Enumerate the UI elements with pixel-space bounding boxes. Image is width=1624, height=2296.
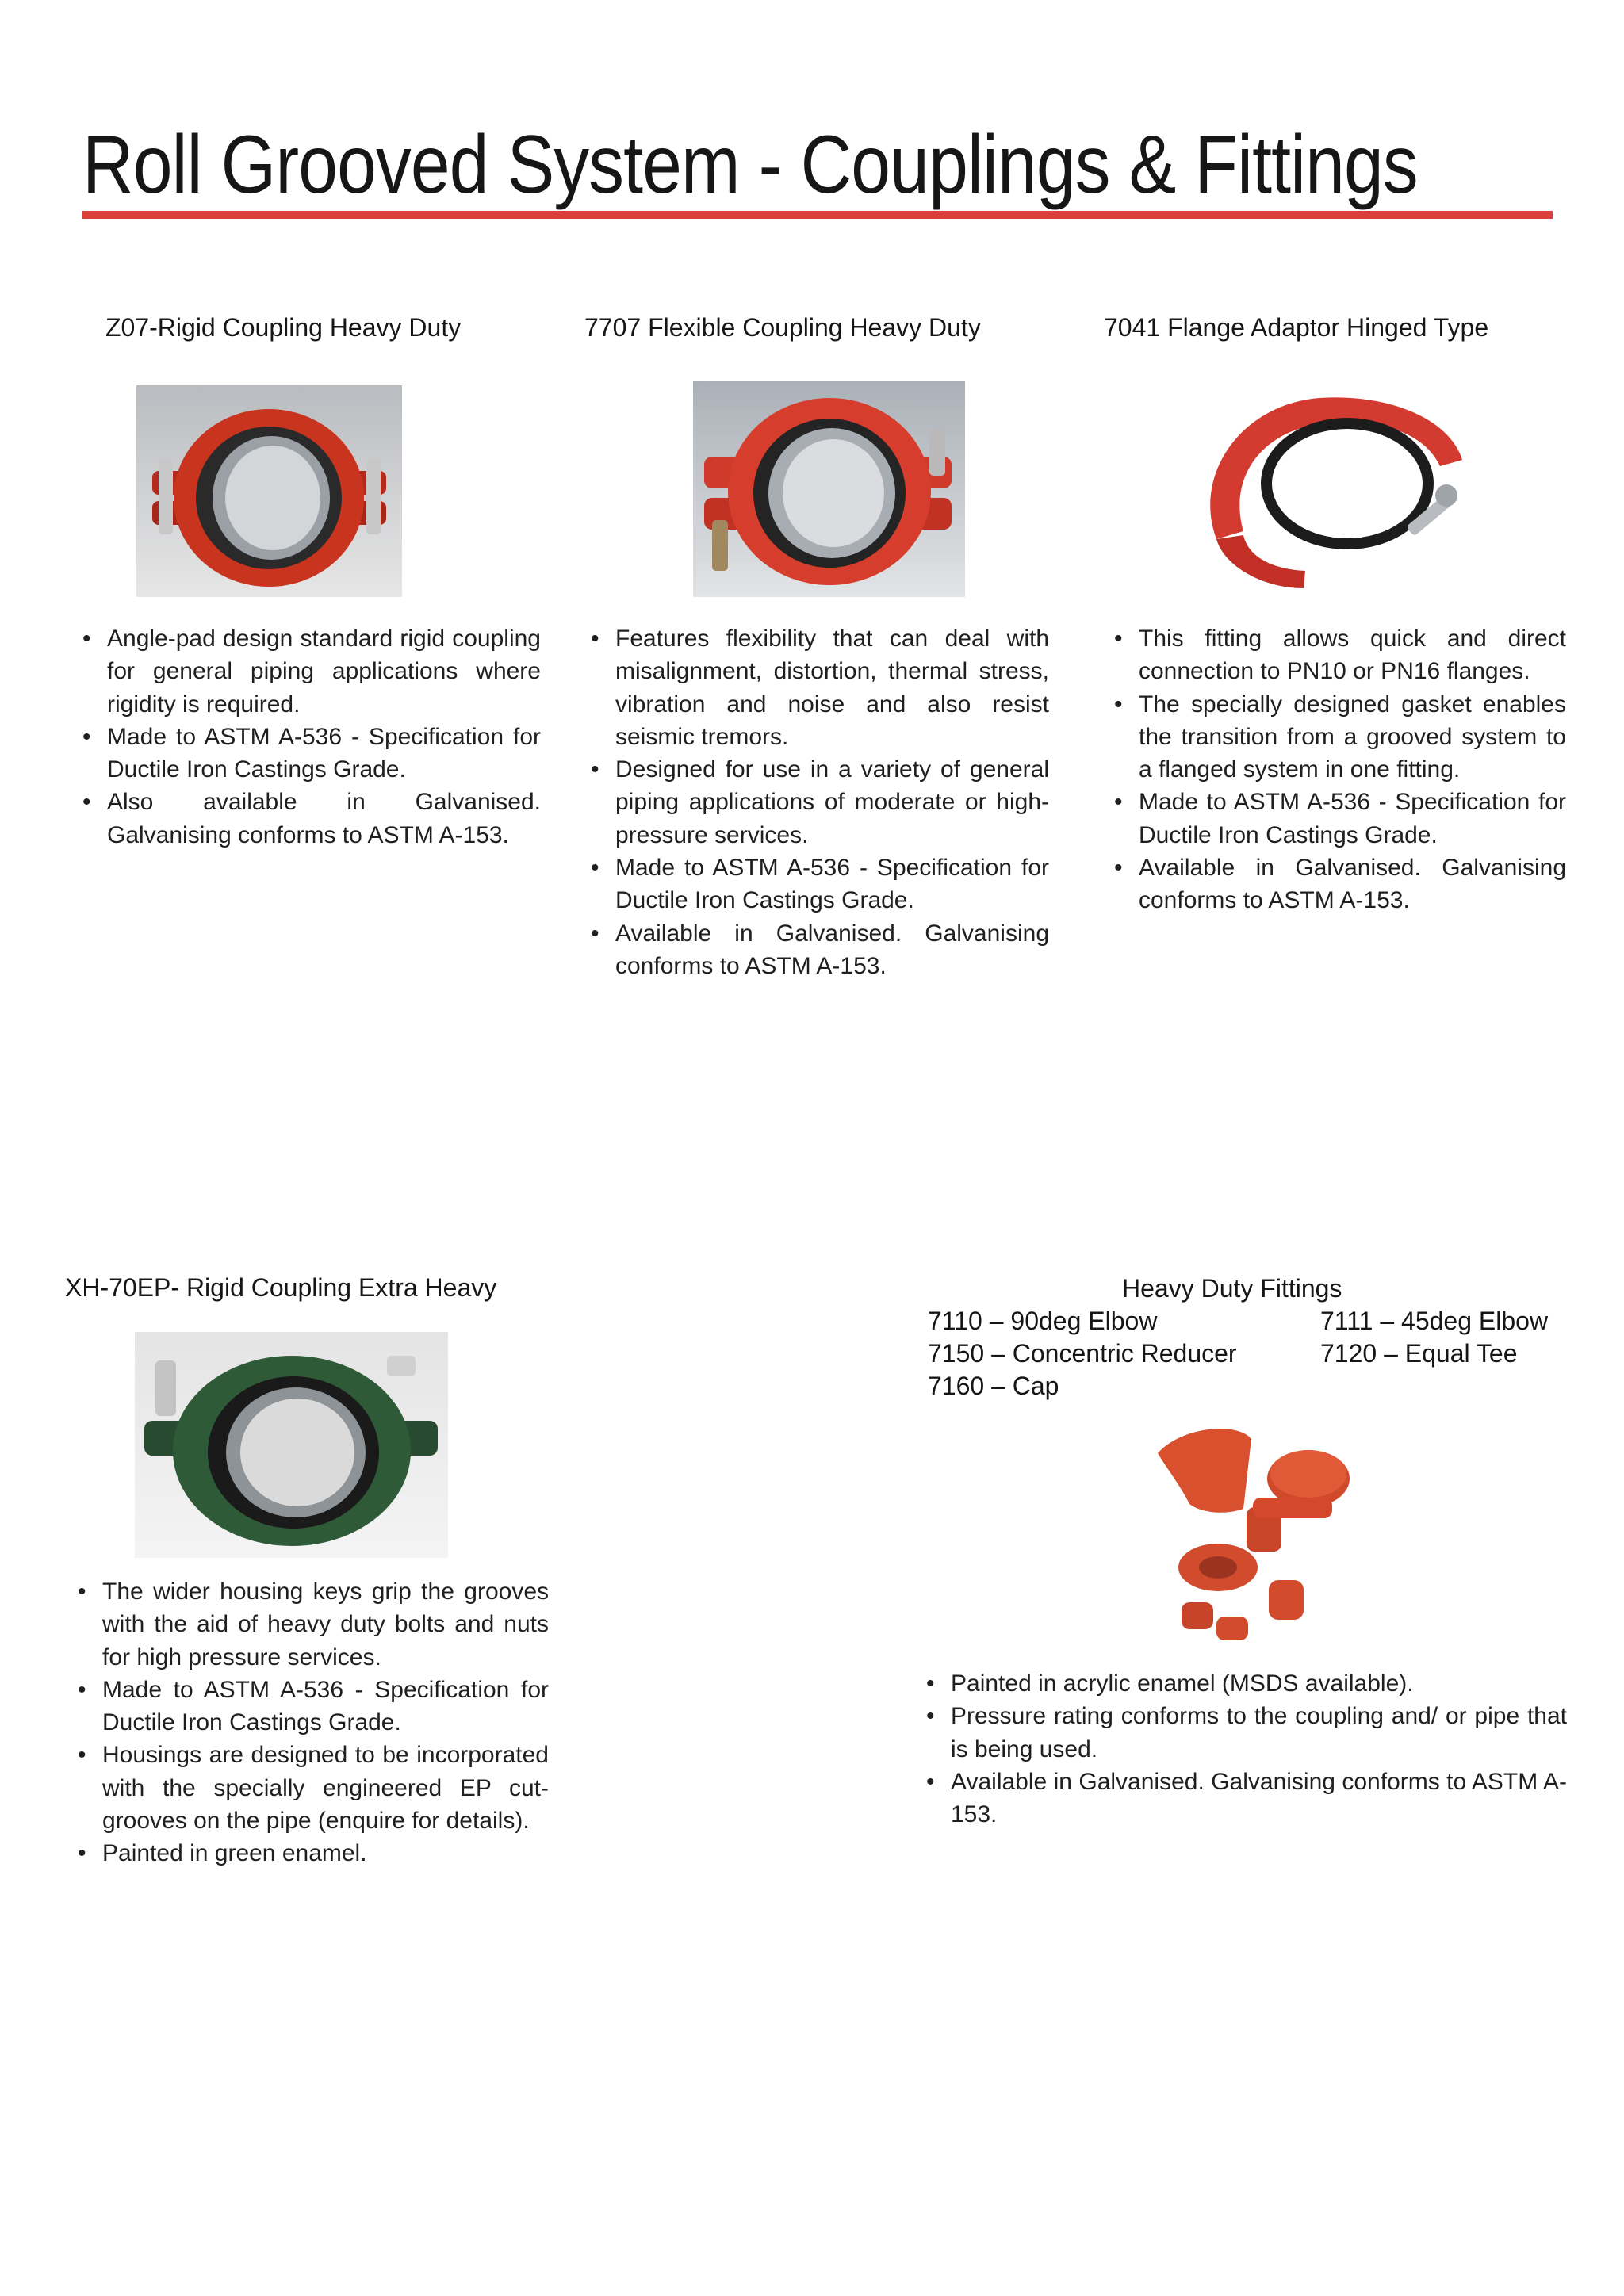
red-flexible-coupling-photo bbox=[693, 381, 965, 597]
bullet: • bbox=[82, 789, 91, 816]
bullet: • bbox=[1114, 855, 1123, 882]
fitting-item-7150: 7150 – Concentric Reducer bbox=[928, 1339, 1237, 1368]
bullet: • bbox=[926, 1703, 935, 1730]
green-rigid-coupling-photo bbox=[135, 1332, 448, 1558]
product-z07 bbox=[105, 311, 461, 344]
product-name: XH-70EP- Rigid Coupling Extra Heavy bbox=[65, 1273, 497, 1302]
bullet: • bbox=[591, 626, 599, 652]
list-item: • Pressure rating conforms to the coupling and/ or pipe that is being used. bbox=[926, 1700, 1567, 1766]
feature-list bbox=[926, 1667, 1567, 1831]
red-fittings-group-photo bbox=[1150, 1422, 1358, 1653]
list-item: • This fitting allows quick and direct connection to PN10 or PN16 flanges. bbox=[1114, 622, 1566, 688]
list-item: • Made to ASTM A-536 - Specification for Ductile Iron Castings Grade. bbox=[82, 721, 541, 786]
list-item: • The wider housing keys grip the grooves with the aid of heavy duty bolts and nuts for high pressure services. bbox=[78, 1575, 549, 1674]
product-xh70ep bbox=[65, 1271, 496, 1304]
fitting-item-7160: 7160 – Cap bbox=[928, 1372, 1059, 1400]
fittings-heading: Heavy Duty Fittings bbox=[1122, 1274, 1342, 1303]
list-item: • Available in Galvanised. Galvanising conforms to ASTM A-153. bbox=[1114, 851, 1566, 917]
fitting-item-7120: 7120 – Equal Tee bbox=[1320, 1339, 1518, 1368]
feature-list bbox=[1114, 622, 1566, 917]
bullet: • bbox=[1114, 691, 1123, 718]
feature-list bbox=[78, 1575, 549, 1870]
fitting-item-7110: 7110 – 90deg Elbow bbox=[928, 1307, 1158, 1335]
list-item: • Made to ASTM A-536 - Specification for Ductile Iron Castings Grade. bbox=[78, 1674, 549, 1739]
list-item: • Painted in green enamel. bbox=[78, 1837, 549, 1869]
red-rigid-coupling-photo bbox=[136, 385, 402, 597]
hinged-flange-adaptor-photo bbox=[1185, 381, 1474, 599]
list-item: • Also available in Galvanised. Galvanising conforms to ASTM A-153. bbox=[82, 786, 541, 851]
list-item: • Angle-pad design standard rigid coupling for general piping applications where rigidity is required. bbox=[82, 622, 541, 721]
bullet: • bbox=[926, 1768, 935, 1795]
product-name: 7707 Flexible Coupling Heavy Duty bbox=[584, 313, 981, 342]
feature-list bbox=[82, 622, 541, 851]
product-name: Z07-Rigid Coupling Heavy Duty bbox=[105, 313, 462, 342]
list-item: • Housings are designed to be incorporated with the specially engineered EP cut-grooves on the pipe (enquire for details). bbox=[78, 1739, 549, 1837]
list-item: • Features flexibility that can deal with misalignment, distortion, thermal stress, vibration and noise and also resist seismic tremors. bbox=[591, 622, 1049, 753]
page-title: Roll Grooved System - Couplings & Fittings bbox=[82, 119, 1418, 211]
bullet: • bbox=[1114, 789, 1123, 816]
bullet: • bbox=[78, 1578, 86, 1605]
bullet: • bbox=[591, 920, 599, 947]
bullet: • bbox=[82, 723, 91, 750]
list-item: • Available in Galvanised. Galvanising conforms to ASTM A-153. bbox=[591, 917, 1049, 983]
bullet: • bbox=[591, 855, 599, 882]
fitting-item-7111: 7111 – 45deg Elbow bbox=[1320, 1307, 1549, 1335]
bullet: • bbox=[926, 1670, 935, 1697]
bullet: • bbox=[1114, 626, 1123, 652]
product-7041 bbox=[1104, 311, 1488, 344]
list-item: • Made to ASTM A-536 - Specification for Ductile Iron Castings Grade. bbox=[1114, 786, 1566, 851]
list-item: • Available in Galvanised. Galvanising conforms to ASTM A-153. bbox=[926, 1766, 1567, 1831]
product-7707 bbox=[584, 311, 981, 344]
bullet: • bbox=[82, 626, 91, 652]
title-underline bbox=[82, 211, 1553, 219]
bullet: • bbox=[78, 1676, 86, 1703]
list-item: • The specially designed gasket enables the transition from a grooved system to a flanged system in one fitting. bbox=[1114, 688, 1566, 786]
bullet: • bbox=[78, 1742, 86, 1769]
list-item: • Painted in acrylic enamel (MSDS available). bbox=[926, 1667, 1567, 1700]
feature-list bbox=[591, 622, 1049, 982]
bullet: • bbox=[78, 1840, 86, 1867]
product-name: 7041 Flange Adaptor Hinged Type bbox=[1104, 313, 1489, 342]
list-item: • Designed for use in a variety of general piping applications of moderate or high-pressure services. bbox=[591, 753, 1049, 851]
bullet: • bbox=[591, 756, 599, 783]
list-item: • Made to ASTM A-536 - Specification for Ductile Iron Castings Grade. bbox=[591, 851, 1049, 917]
